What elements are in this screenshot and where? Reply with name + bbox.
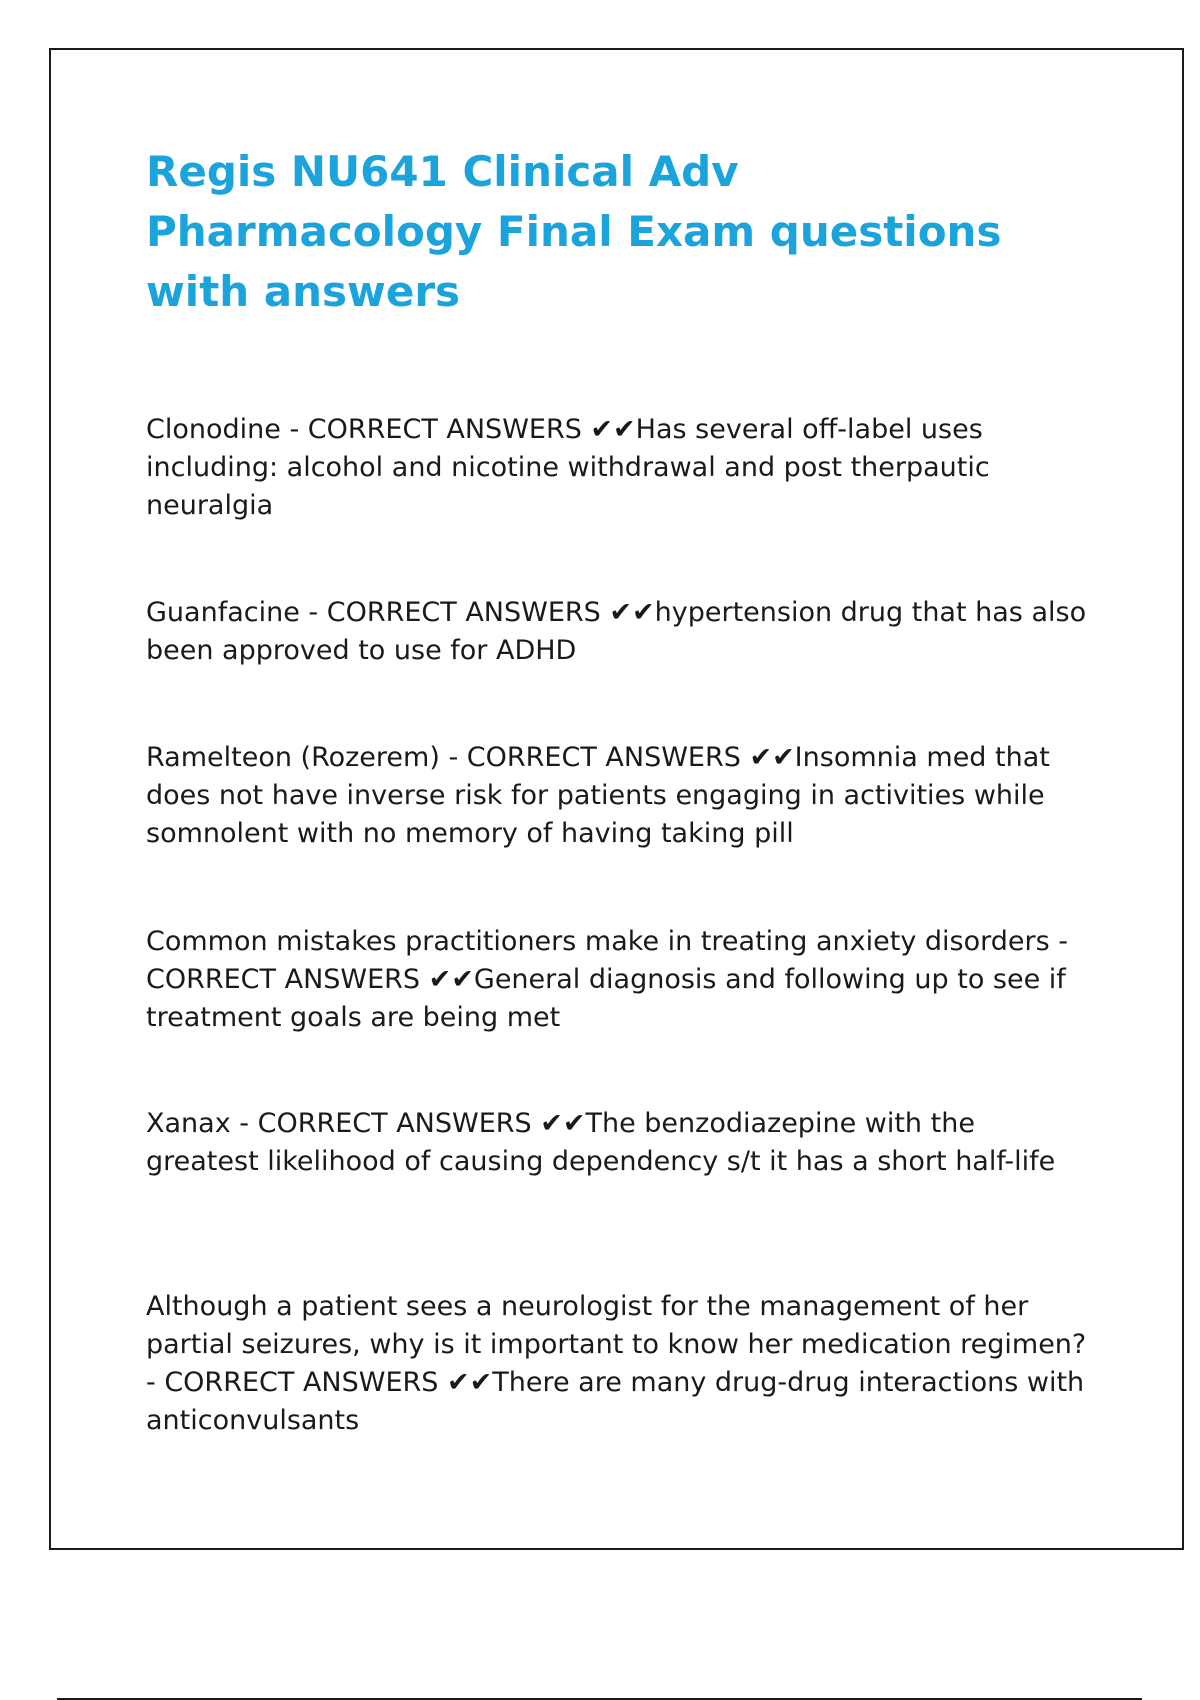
qa-item-xanax: Xanax - CORRECT ANSWERS ✔✔The benzodiazepine with the greatest likelihood of causing dependency s/t it has a short half-life <box>146 1108 1056 1177</box>
document-title: Regis NU641 Clinical Adv Pharmacology Final Exam questions with answers <box>146 147 1002 316</box>
qa-item-ramelteon: Ramelteon (Rozerem) - CORRECT ANSWERS ✔✔Insomnia med that does not have inverse risk for patients engaging in activities while somnolent with no memory of having taking pill <box>146 742 1050 849</box>
qa-item-guanfacine: Guanfacine - CORRECT ANSWERS ✔✔hypertension drug that has also been approved to use for ADHD <box>146 597 1087 666</box>
qa-item-clonidine: Clonodine - CORRECT ANSWERS ✔✔Has several off-label uses including: alcohol and nicotine withdrawal and post therpautic neuralgia <box>146 414 990 521</box>
qa-item-anxiety-mistakes: Common mistakes practitioners make in treating anxiety disorders - CORRECT ANSWERS ✔✔General diagnosis and following up to see if treatment goals are being met <box>146 926 1068 1033</box>
qa-item-anticonvulsants: Although a patient sees a neurologist for the management of her partial seizures, why is it important to know her medication regimen? - CORRECT ANSWERS ✔✔There are many drug-drug interactions with anticonvulsants <box>146 1291 1087 1436</box>
